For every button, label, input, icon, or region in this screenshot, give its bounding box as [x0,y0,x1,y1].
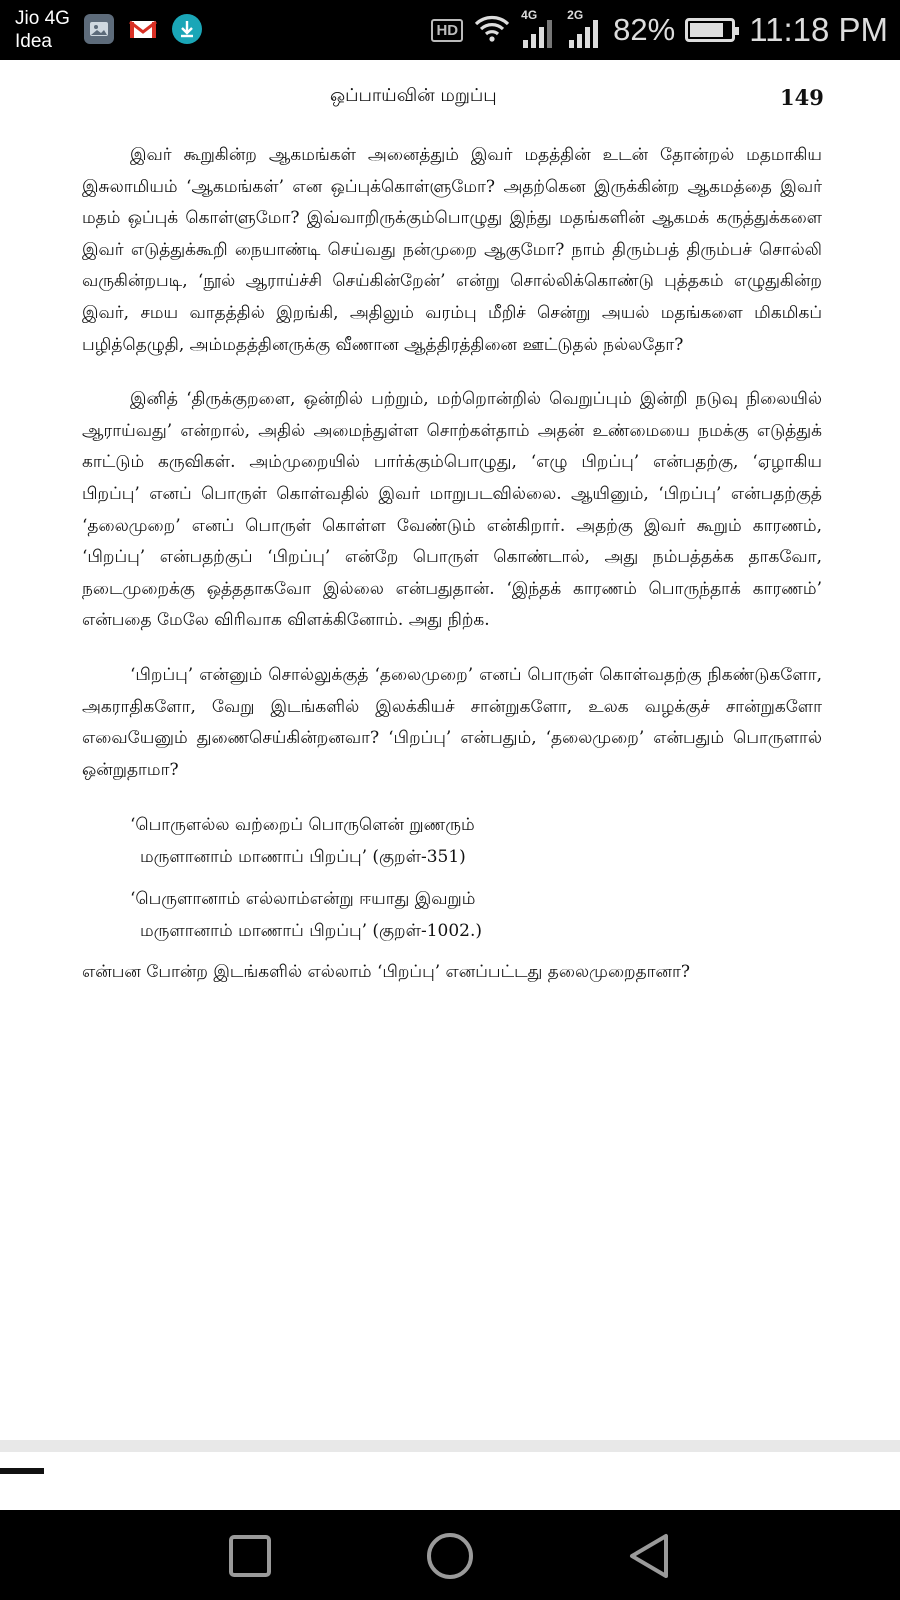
page-number: 149 [780,85,824,110]
verse-quote [130,809,822,873]
square-icon [224,1530,276,1582]
verse-line: ‘பொருளல்ல வற்றைப் பொருளென் றுணரும் [130,815,475,836]
download-icon [172,14,202,44]
navigation-bar [0,1510,900,1600]
verse-quote [130,883,822,947]
triangle-back-icon [624,1530,676,1582]
page-separator [0,1440,900,1452]
book-page[interactable] [0,60,900,1440]
recents-button[interactable] [224,1530,276,1582]
verse-line: மருளானாம் மாணாப் பிறப்பு’ (குறள்-1002.) [140,921,483,942]
battery-percent: 82% [613,12,676,47]
paragraph: இவர் கூறுகின்ற ஆகமங்கள் அனைத்தும் இவர் மதத்தின் உடன் தோன்றல் மதமாகிய இசுலாமியம் ‘ஆகமங்கள்’ என ஒப்புக்கொள்ளுமோ? அதற்கென இருக்கின்ற ஆகமத்தை இவர் மதம் ஒப்புக் கொள்ளுமோ? இவ்வாறிருக்கும்பொழுது இந்து மதங்களின் ஆகமக் கருத்துக்களை இவர் எடுத்துக்கூறி நையாண்டி செய்வது நன்முறை ஆகுமோ? நாம் திரும்பத் திரும்பச் சொல்லி வருகின்றபடி, ‘நூல் ஆராய்ச்சி செய்கின்றேன்’ என்று சொல்லிக்கொண்டு புத்தகம் எழுதுகின்ற இவர், சமய வாதத்தில் இறங்கி, அதிலும் வரம்பு மீறிச் சென்று அயல் மதங்களை மிகமிகப் பழித்தெழுதி, அம்மதத்தினருக்கு வீணான ஆத்திரத்தினை ஊட்டுதல் நல்லதோ? [82,145,823,355]
next-page-edge[interactable] [0,1452,900,1510]
signal-icon: 4G [521,10,557,50]
verse-line: ‘பெருளானாம் எல்லாம்என்று ஈயாது இவறும் [130,889,476,910]
gmail-icon [128,14,158,44]
status-indicators [431,8,888,52]
clock: 11:18 PM [749,11,888,48]
running-header [0,85,900,121]
battery-level-fill [690,23,723,37]
paragraph: இனித் ‘திருக்குறளை, ஒன்றில் பற்றும், மற்றொன்றில் வெறுப்பும் இன்றி நடுவு நிலையில் ஆராய்வது’ என்றால், அதில் அமைந்துள்ள சொற்கள்தாம் அதன் உண்மையை நமக்கு எடுத்துக் காட்டும் கருவிகள். அம்முறையில் பார்க்கும்பொழுது, ‘எழு பிறப்பு’ என்பதற்கு, ‘ஏழாகிய பிறப்பு’ எனப் பொருள் கொள்வதில் இவர் மாறுபடவில்லை. ஆயினும், ‘பிறப்பு’ என்பதற்குத் ‘தலைமுறை’ எனப் பொருள் கொள்ள வேண்டும் என்கிறார். அதற்கு இவர் கூறும் காரணம், ‘பிறப்பு’ என்பதற்குப் ‘பிறப்பு’ என்றே பொருள் கொண்டால், அது நம்பத்தக்க தாகவோ, நடைமுறைக்கு ஒத்ததாகவோ இல்லை என்பதுதான். ‘இந்தக் காரணம் பொருந்தாக் காரணம்’ என்பதை மேலே விரிவாக விளக்கினோம். அது நிற்க. [82,389,822,631]
circle-icon [424,1530,476,1582]
running-title: ஒப்பாய்வின் மறுப்பு [330,85,497,106]
battery-icon [685,18,735,42]
hd-voice-badge: HD [431,19,463,42]
wifi-icon [473,13,511,48]
home-button[interactable] [424,1530,476,1582]
carrier-primary: Jio 4G [15,8,70,29]
closing-paragraph: என்பன போன்ற இடங்களில் எல்லாம் ‘பிறப்பு’ எனப்பட்டது தலைமுறைதானா? [82,962,691,983]
status-bar [0,0,900,60]
gallery-icon [84,14,114,44]
carrier-secondary: Idea [15,31,52,52]
verse-line: மருளானாம் மாணாப் பிறப்பு’ (குறள்-351) [140,847,466,868]
page-body [82,140,822,989]
paragraph: ‘பிறப்பு’ என்னும் சொல்லுக்குத் ‘தலைமுறை’ எனப் பொருள் கொள்வதற்கு நிகண்டுகளோ, அகராதிகளோ, வேறு இடங்களில் இலக்கியச் சான்றுகளோ, உலக வழக்குச் சான்றுகளோ எவையேனும் துணைசெய்கின்றனவா? ‘பிறப்பு’ என்பதும், ‘தலைமுறை’ என்பதும் பொருளால் ஒன்றுதாமா? [82,664,822,780]
scan-mark [0,1468,44,1474]
back-button[interactable] [624,1530,676,1582]
signal-icon-secondary: 2G [567,10,603,50]
carrier-label [15,7,70,53]
